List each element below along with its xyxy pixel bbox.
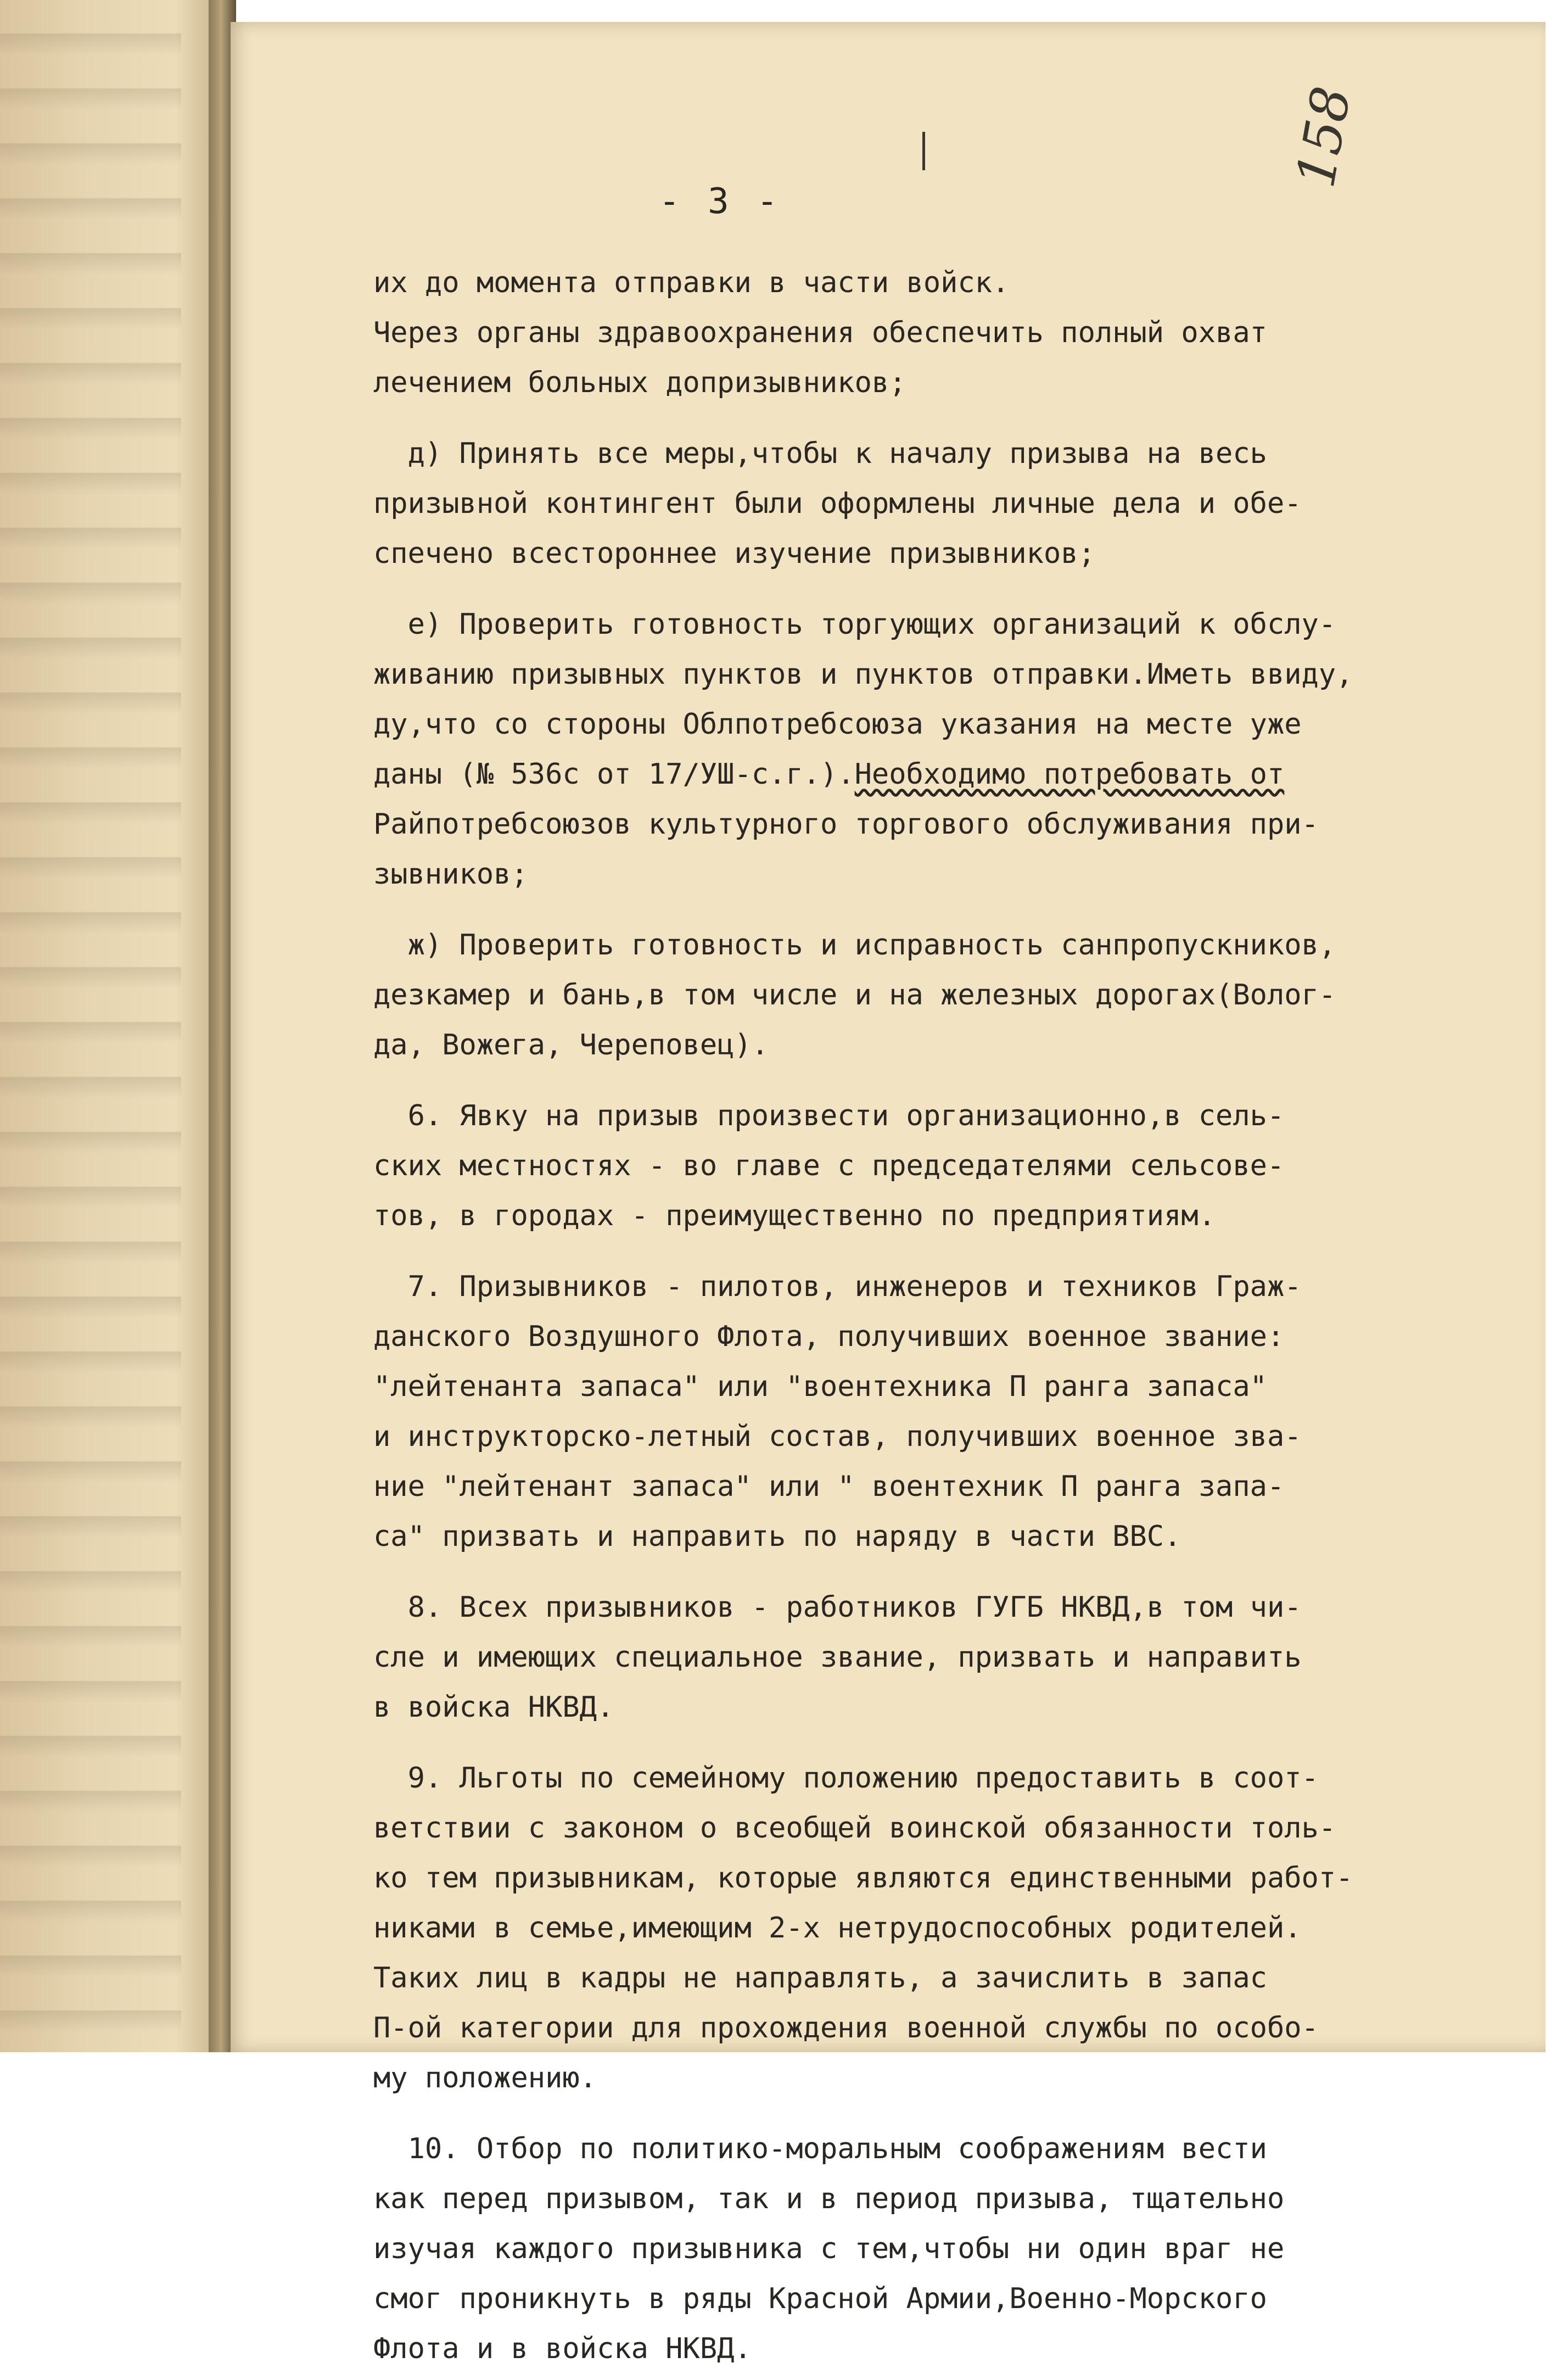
text-line: Флота и в войска НКВД. (373, 2332, 752, 2365)
paragraph-p-8 (373, 1583, 1444, 1733)
paragraph-p-7 (373, 1262, 1444, 1562)
text-line: д) Принять все меры,чтобы к началу призыва на весь (373, 437, 1267, 470)
paragraph-gap (373, 408, 1444, 429)
text-line: П-ой категории для прохождения военной службы по особо- (373, 2012, 1319, 2045)
text-line: изучая каждого призывника с тем,чтобы ни один враг не (373, 2232, 1285, 2265)
text-line: "лейтенанта запаса" или "воентехника П ранга запаса" (373, 1370, 1267, 1403)
text-line: сле и имеющих специальное звание, призвать и направить (373, 1641, 1302, 1674)
text-line: Райпотребсоюзов культурного торгового обслуживания при- (373, 808, 1319, 841)
text-line: да, Вожега, Череповец). (373, 1029, 769, 1062)
paragraph-gap (373, 900, 1444, 920)
text-line: призывной контингент были оформлены личные дела и обе- (373, 487, 1302, 520)
archive-folio-number: 158 (1285, 82, 1363, 192)
paragraph-p-zh (373, 920, 1444, 1070)
text-line: ду,что со стороны Облпотребсоюза указания на месте уже (373, 708, 1302, 741)
paragraph-p-d (373, 429, 1444, 579)
text-line: смог проникнуть в ряды Красной Армии,Военно-Морского (373, 2282, 1267, 2315)
text-line: е) Проверить готовность торгующих организаций к обслу- (373, 608, 1336, 641)
text-line: никами в семье,имеющим 2-х нетрудоспособных родителей. (373, 1912, 1302, 1945)
text-line: их до момента отправки в части войск. (373, 266, 1010, 299)
page-number: - 3 - (659, 181, 781, 222)
text-line: Таких лиц в кадры не направлять, а зачислить в запас (373, 1962, 1267, 1995)
text-line: са" призвать и направить по наряду в части ВВС. (373, 1520, 1181, 1553)
text-line: и инструкторско-летный состав, получивших военное зва- (373, 1420, 1302, 1453)
left-page (0, 0, 220, 2052)
pencil-mark (922, 132, 925, 170)
text-line: в войска НКВД. (373, 1691, 614, 1724)
ink-bleed-texture (0, 0, 181, 2052)
text-line: 9. Льготы по семейному положению предоставить в соот- (373, 1762, 1319, 1795)
underlined-phrase: Необходимо потребовать от (854, 758, 1285, 791)
text-line: ветствии с законом о всеобщей воинской обязанности толь- (373, 1812, 1336, 1845)
text-line: 10. Отбор по политико-моральным соображениям вести (373, 2132, 1267, 2165)
text-line: как перед призывом, так и в период призыва, тщательно (373, 2182, 1285, 2215)
background-edge (1545, 0, 1568, 2052)
paragraph-gap (373, 1070, 1444, 1091)
paragraph-p-e (373, 600, 1444, 900)
text-line: тов, в городах - преимущественно по предприятиям. (373, 1199, 1216, 1232)
paragraph-gap (373, 579, 1444, 600)
text-line: Через органы здравоохранения обеспечить полный охват (373, 316, 1267, 349)
paragraph-p-9 (373, 1753, 1444, 2103)
text-line: 8. Всех призывников - работников ГУГБ НКВД,в том чи- (373, 1591, 1302, 1624)
text-line: ние "лейтенант запаса" или " воентехник П ранга запа- (373, 1470, 1285, 1503)
text-line: ж) Проверить готовность и исправность санпропускников, (373, 929, 1336, 962)
paragraph-gap (373, 1241, 1444, 1262)
text-line: живанию призывных пунктов и пунктов отправки.Иметь ввиду, (373, 658, 1353, 691)
text-line: му положению. (373, 2062, 597, 2094)
text-line: зывников; (373, 858, 528, 891)
text-line: дезкамер и бань,в том числе и на железных дорогах(Волог- (373, 979, 1336, 1012)
paragraph-gap (373, 1562, 1444, 1583)
text-line: лечением больных допризывников; (373, 366, 906, 399)
paragraph-p-6 (373, 1091, 1444, 1241)
text-line: 6. Явку на призыв произвести организационно,в сель- (373, 1099, 1285, 1132)
document-body (373, 258, 1444, 2374)
paragraph-gap (373, 2103, 1444, 2124)
text-line: 7. Призывников - пилотов, инженеров и техников Граж- (373, 1270, 1302, 1303)
text-line: ко тем призывникам, которые являются единственными работ- (373, 1862, 1353, 1895)
text-line: даны (№ 536с от 17/УШ-с.г.).Необходимо потребовать от (373, 758, 1285, 791)
text-line: спечено всестороннее изучение призывников; (373, 537, 1095, 570)
text-line: ских местностях - во главе с председателями сельсове- (373, 1149, 1285, 1182)
paragraph-gap (373, 1733, 1444, 1753)
paragraph-p-cont (373, 258, 1444, 408)
paragraph-p-10 (373, 2124, 1444, 2374)
text-line: данского Воздушного Флота, получивших военное звание: (373, 1320, 1285, 1353)
